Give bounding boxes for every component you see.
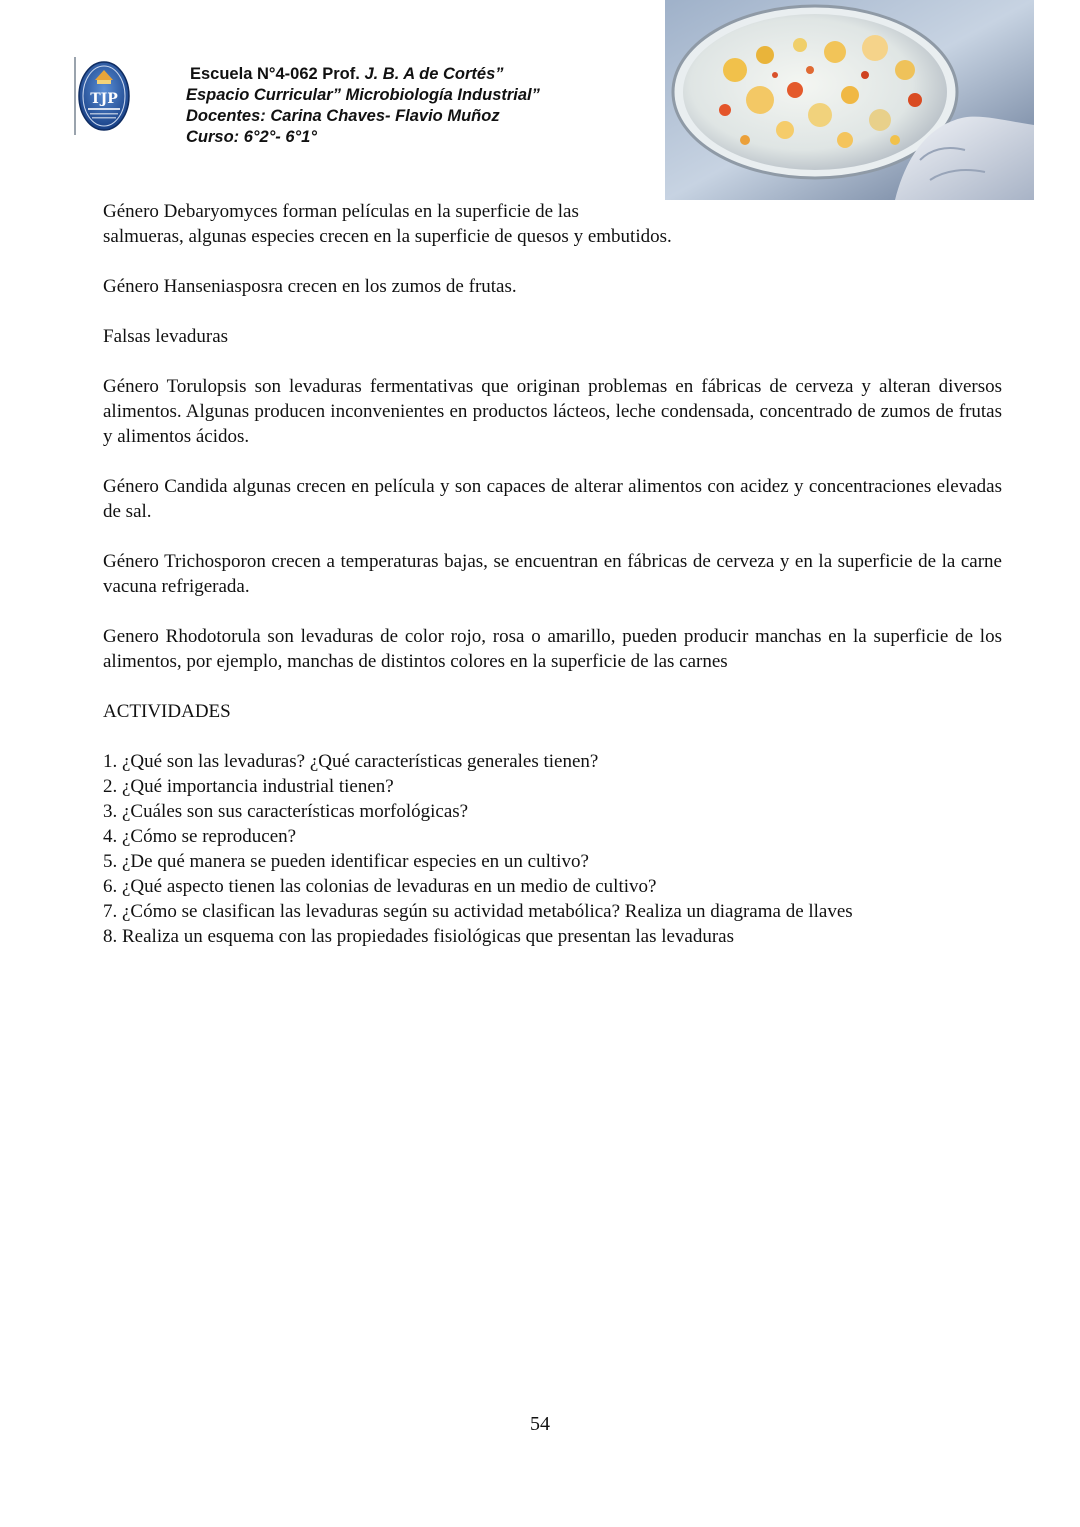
list-item: 6. ¿Qué aspecto tienen las colonias de levaduras en un medio de cultivo? [103,876,657,897]
school-name-italic: J. B. A de Cortés” [364,65,504,83]
list-item: 2. ¿Qué importancia industrial tienen? [103,776,394,797]
list-item: 5. ¿De qué manera se pueden identificar especies en un cultivo? [103,851,589,872]
course: Curso: 6°2°- 6°1° [186,128,317,146]
list-item: 8. Realiza un esquema con las propiedades fisiológicas que presentan las levaduras [103,926,735,947]
paragraph-candida: Género Candida algunas crecen en película y son capaces de alterar alimentos con acidez y concentraciones elevadas de sal. [103,476,1002,522]
logo-text: TJP [90,91,118,107]
paragraph-debaryomyces [103,199,1002,249]
paragraph-line: Género Debaryomyces forman películas en la superficie de las [103,201,579,222]
curricular-space: Espacio Curricular” Microbiología Industrial” [186,86,540,104]
list-item: 7. ¿Cómo se clasifican las levaduras según su actividad metabólica? Realiza un diagrama de llaves [103,901,853,922]
petri-dish-photo-icon [665,0,1034,200]
list-item: 4. ¿Cómo se reproducen? [103,826,297,847]
list-item: 1. ¿Qué son las levaduras? ¿Qué características generales tienen? [103,751,599,772]
paragraph-rhodotorula: Genero Rhodotorula son levaduras de color rojo, rosa o amarillo, pueden producir manchas en la superficie de los alimentos, por ejemplo, manchas de distintos colores en la superficie de las carnes [103,626,1002,672]
paragraph-line: salmueras, algunas especies crecen en la superficie de quesos y embutidos. [103,226,672,247]
page-header [0,0,1080,205]
school-crest-icon [74,57,132,135]
school-name-prefix: Escuela N°4-062 Prof. [190,65,365,83]
section-heading-falsas-levaduras: Falsas levaduras [103,326,229,347]
school-info [186,64,656,148]
activities-list [103,749,1002,949]
activities-heading: ACTIVIDADES [103,701,231,722]
page-content [103,199,1002,949]
page-number: 54 [530,1413,550,1435]
teachers: Docentes: Carina Chaves- Flavio Muñoz [186,107,500,125]
school-name [186,64,656,85]
paragraph-torulopsis: Género Torulopsis son levaduras fermentativas que originan problemas en fábricas de cerveza y alteran diversos alimentos. Algunas producen inconvenientes en productos lácteos, leche condensada, concentrado de zumos de frutas y alimentos ácidos. [103,376,1002,447]
paragraph-hanseniasposra: Género Hanseniasposra crecen en los zumos de frutas. [103,276,517,297]
list-item: 3. ¿Cuáles son sus características morfológicas? [103,801,469,822]
paragraph-trichosporon: Género Trichosporon crecen a temperaturas bajas, se encuentran en fábricas de cerveza y en la superficie de la carne vacuna refrigerada. [103,551,1002,597]
